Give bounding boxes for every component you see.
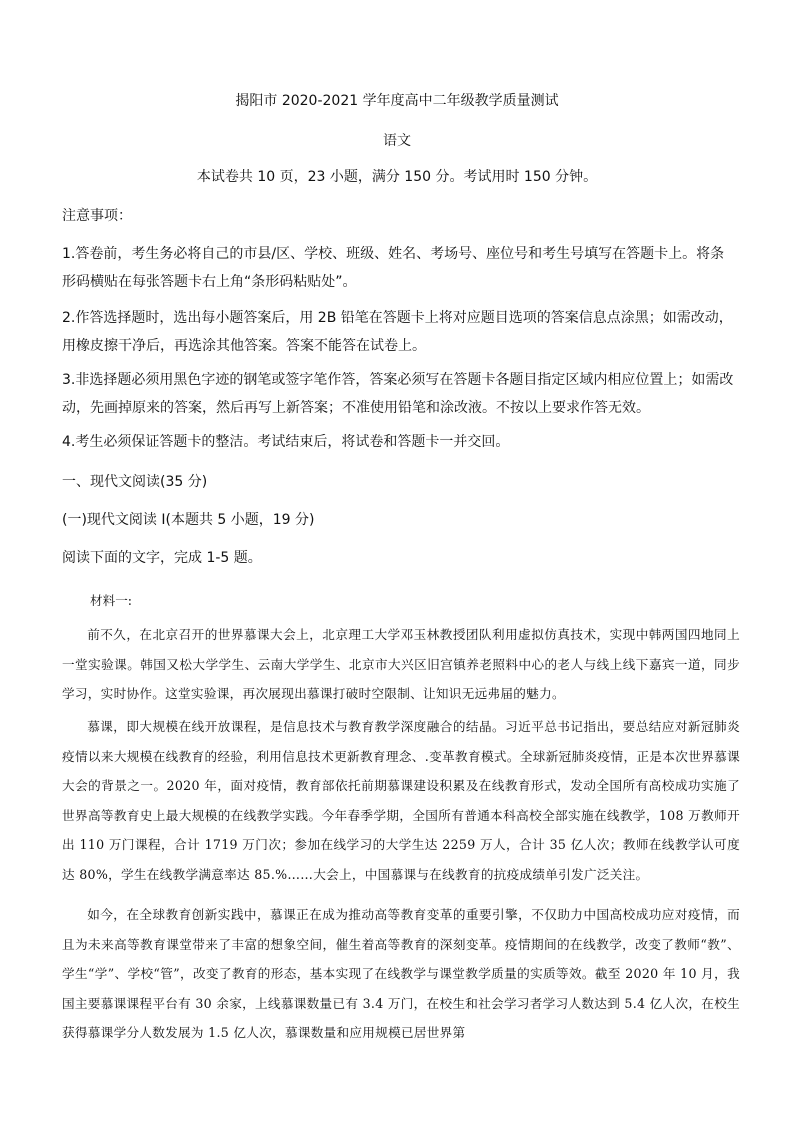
note-item-3: 3.非选择题必须用黑色字迹的钢笔或签字笔作答，答案必须写在答题卡各题目指定区域内相应位置上；如需改动，先画掉原来的答案，然后再写上新答案；不准使用铅笔和涂改液。不按以上要求作答无效。	[62, 372, 734, 416]
note-item-2: 2.作答选择题时，选出每小题答案后，用 2B 铅笔在答题卡上将对应题目选项的答案信息点涂黑；如需改动，用橡皮擦干净后，再选涂其他答案。答案不能答在试卷上。	[62, 310, 733, 354]
material-paragraph-1: 前不久，在北京召开的世界慕课大会上，北京理工大学邓玉林教授团队利用虚拟仿真技术，实现中韩两国四地同上一堂实验课。韩国又松大学学生、云南大学学生、北京市大兴区旧宫镇养老照料中心的老人与线上线下嘉宾一道，同步学习，实时协作。这堂实验课，再次展现出慕课打破时空限制、让知识无远弗届的魅力。	[62, 627, 740, 701]
section-heading: 一、现代文阅读(35 分)	[62, 474, 208, 490]
notes-heading: 注意事项：	[62, 208, 132, 224]
note-item-4: 4.考生必须保证答题卡的整洁。考试结束后，将试卷和答题卡一并交回。	[62, 434, 510, 450]
exam-subject: 语文	[383, 133, 411, 149]
material-paragraph-2: 慕课，即大规模在线开放课程，是信息技术与教育教学深度融合的结晶。习近平总书记指出，要总结应对新冠肺炎疫情以来大规模在线教育的经验，利用信息技术更新教育理念、.变革教育模式。全球新冠肺炎疫情，正是本次世界慕课大会的背景之一。2020 年，面对疫情，教育部依托前期慕课建设积累及在线教育形式，发动全国所有高校成功实施了世界高等教育史上最大规模的在线教学实践。今年春季学期，全国所有普通本科高校全部实施在线教学，108 万教师开出 110 万门课程，合计 1719 万门次；参加在线学习的大学生达 2259 万人，合计 35 亿人次；教师在线教学认可度达 80%，学生在线教学满意率达 85.%……大会上，中国慕课与在线教育的抗疫成绩单引发广泛关注。	[62, 719, 740, 882]
section-instruction: 阅读下面的文字，完成 1-5 题。	[62, 550, 262, 566]
material-label: 材料一:	[90, 593, 133, 608]
exam-title: 揭阳市 2020-2021 学年度高中二年级教学质量测试	[235, 93, 559, 109]
note-item-1: 1.答卷前，考生务必将自己的市县/区、学校、班级、姓名、考场号、座位号和考生号填写在答题卡上。将条形码横贴在每张答题卡右上角“条形码粘贴处”。	[62, 246, 725, 290]
exam-info: 本试卷共 10 页，23 小题，满分 150 分。考试用时 150 分钟。	[196, 169, 598, 185]
section-sub-heading: (一)现代文阅读 I(本题共 5 小题，19 分)	[62, 512, 315, 528]
material-paragraph-3: 如今，在全球教育创新实践中，慕课正在成为推动高等教育变革的重要引擎，不仅助力中国高校成功应对疫情，而且为未来高等教育课堂带来了丰富的想象空间，催生着高等教育的深刻变革。疫情期间的在线教学，改变了教师“教”、学生“学”、学校“管”，改变了教育的形态，基本实现了在线教学与课堂教学质量的实质等效。截至 2020 年 10 月，我国主要慕课课程平台有 30 余家，上线慕课数量已有 3.4 万门，在校生和社会学习者学习人数达到 5.4 亿人次，在校生获得慕课学分人数发展为 1.5 亿人次，慕课数量和应用规模已居世界第	[62, 907, 740, 1040]
